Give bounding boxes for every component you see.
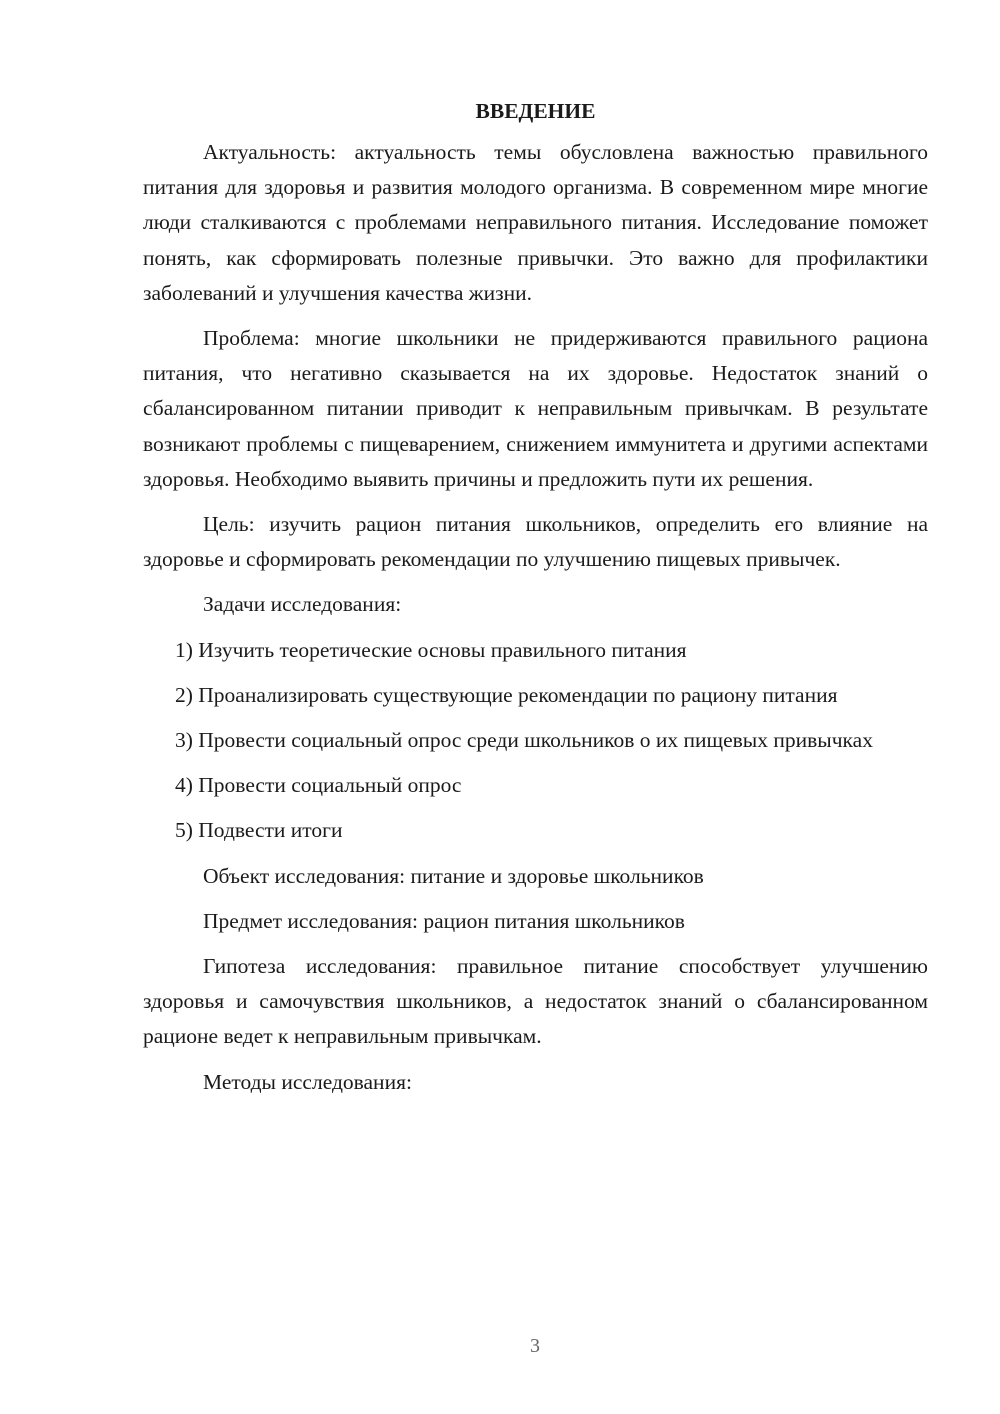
document-page bbox=[143, 96, 928, 1110]
page-number: 3 bbox=[530, 1335, 540, 1357]
task-item: 4) Провести социальный опрос bbox=[175, 773, 462, 798]
methods-paragraph: Методы исследования: bbox=[203, 1069, 412, 1094]
object-paragraph: Объект исследования: питание и здоровье школьников bbox=[203, 863, 704, 888]
tasks-title: Задачи исследования: bbox=[203, 592, 402, 617]
section-heading: ВВЕДЕНИЕ bbox=[475, 99, 596, 123]
subject-paragraph: Предмет исследования: рацион питания школьников bbox=[203, 908, 685, 933]
problem-paragraph: Проблема: многие школьники не придерживаются правильного рациона питания, что негативно сказывается на их здоровье. Недостаток знаний о сбалансированном питании приводит к неправильным привычкам. В результате возникают проблемы с пищеварением, снижением иммунитета и другими аспектами здоровья. Необходимо выявить причины и предложить пути их решения. bbox=[143, 326, 928, 491]
task-item: 1) Изучить теоретические основы правильного питания bbox=[175, 637, 687, 662]
task-item: 5) Подвести итоги bbox=[175, 818, 343, 843]
hypothesis-paragraph: Гипотеза исследования: правильное питание способствует улучшению здоровья и самочувствия школьников, а недостаток знаний о сбалансированном рационе ведет к неправильным привычкам. bbox=[143, 954, 928, 1049]
goal-paragraph: Цель: изучить рацион питания школьников, определить его влияние на здоровье и сформировать рекомендации по улучшению пищевых привычек. bbox=[143, 512, 928, 572]
task-item: 2) Проанализировать существующие рекомендации по рациону питания bbox=[175, 682, 838, 707]
task-item: 3) Провести социальный опрос среди школьников о их пищевых привычках bbox=[175, 728, 873, 753]
relevance-paragraph: Актуальность: актуальность темы обусловлена важностью правильного питания для здоровья и развития молодого организма. В современном мире многие люди сталкиваются с проблемами неправильного питания. Исследование поможет понять, как сформировать полезные привычки. Это важно для профилактики заболеваний и улучшения качества жизни. bbox=[143, 140, 928, 305]
